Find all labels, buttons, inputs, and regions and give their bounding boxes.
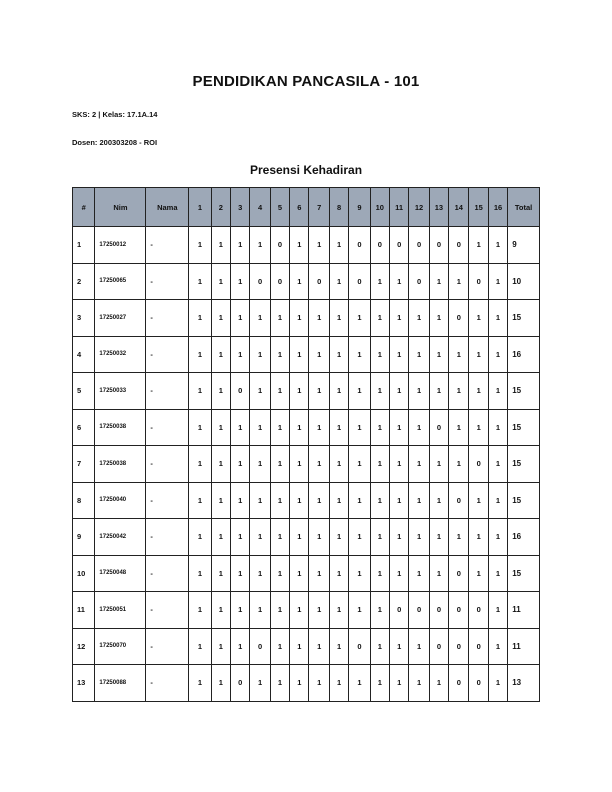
- attendance-cell: 1: [389, 519, 408, 556]
- attendance-cell: 1: [389, 628, 408, 665]
- attendance-cell: 1: [370, 519, 389, 556]
- attendance-cell: 1: [488, 409, 507, 446]
- attendance-cell: 1: [329, 482, 348, 519]
- row-number-cell: 13: [73, 665, 95, 702]
- attendance-cell: 1: [370, 409, 389, 446]
- attendance-cell: 1: [349, 592, 370, 629]
- attendance-cell: 1: [329, 665, 348, 702]
- attendance-cell: 1: [469, 519, 488, 556]
- attendance-cell: 0: [449, 482, 469, 519]
- attendance-cell: 1: [309, 446, 329, 483]
- attendance-cell: 0: [449, 300, 469, 337]
- attendance-cell: 1: [429, 446, 448, 483]
- attendance-cell: 1: [309, 482, 329, 519]
- attendance-cell: 1: [189, 409, 211, 446]
- attendance-cell: 1: [230, 592, 249, 629]
- attendance-cell: 0: [250, 263, 270, 300]
- attendance-cell: 1: [189, 482, 211, 519]
- attendance-cell: 1: [429, 263, 448, 300]
- attendance-cell: 1: [329, 592, 348, 629]
- attendance-cell: 1: [329, 555, 348, 592]
- attendance-cell: 1: [409, 482, 429, 519]
- attendance-cell: 1: [290, 519, 309, 556]
- total-cell: 15: [508, 446, 540, 483]
- attendance-cell: 0: [389, 227, 408, 264]
- attendance-cell: 1: [230, 628, 249, 665]
- attendance-cell: 1: [189, 592, 211, 629]
- attendance-cell: 1: [250, 592, 270, 629]
- attendance-cell: 1: [189, 373, 211, 410]
- total-cell: 11: [508, 628, 540, 665]
- attendance-cell: 1: [488, 373, 507, 410]
- attendance-cell: 0: [469, 592, 488, 629]
- name-cell: -: [146, 300, 189, 337]
- attendance-cell: 1: [270, 446, 289, 483]
- attendance-cell: 1: [469, 336, 488, 373]
- table-row: [73, 592, 540, 629]
- total-cell: 16: [508, 519, 540, 556]
- attendance-cell: 0: [429, 592, 448, 629]
- attendance-cell: 1: [449, 409, 469, 446]
- column-header: 16: [488, 188, 507, 227]
- attendance-cell: 1: [211, 373, 230, 410]
- attendance-cell: 1: [250, 373, 270, 410]
- attendance-cell: 0: [469, 446, 488, 483]
- attendance-cell: 1: [349, 409, 370, 446]
- attendance-cell: 0: [429, 227, 448, 264]
- attendance-cell: 1: [270, 592, 289, 629]
- attendance-cell: 0: [270, 227, 289, 264]
- attendance-cell: 1: [488, 519, 507, 556]
- attendance-cell: 1: [250, 555, 270, 592]
- column-header: 11: [389, 188, 408, 227]
- attendance-cell: 1: [429, 373, 448, 410]
- attendance-cell: 1: [290, 555, 309, 592]
- column-header: 3: [230, 188, 249, 227]
- nim-cell: 17250032: [95, 336, 146, 373]
- attendance-cell: 1: [370, 555, 389, 592]
- name-cell: -: [146, 628, 189, 665]
- attendance-cell: 1: [290, 665, 309, 702]
- attendance-cell: 1: [488, 446, 507, 483]
- attendance-cell: 1: [389, 555, 408, 592]
- attendance-cell: 1: [250, 300, 270, 337]
- attendance-cell: 1: [189, 300, 211, 337]
- attendance-cell: 1: [409, 300, 429, 337]
- attendance-cell: 1: [449, 263, 469, 300]
- attendance-cell: 1: [488, 665, 507, 702]
- total-cell: 15: [508, 373, 540, 410]
- attendance-cell: 1: [469, 555, 488, 592]
- table-row: [73, 336, 540, 373]
- name-cell: -: [146, 373, 189, 410]
- attendance-cell: 1: [389, 263, 408, 300]
- nim-cell: 17250012: [95, 227, 146, 264]
- attendance-cell: 1: [309, 665, 329, 702]
- total-cell: 9: [508, 227, 540, 264]
- attendance-cell: 1: [250, 519, 270, 556]
- attendance-cell: 0: [449, 227, 469, 264]
- attendance-cell: 1: [211, 446, 230, 483]
- attendance-cell: 1: [309, 227, 329, 264]
- row-number-cell: 4: [73, 336, 95, 373]
- attendance-cell: 1: [250, 409, 270, 446]
- attendance-cell: 1: [349, 665, 370, 702]
- attendance-cell: 1: [270, 665, 289, 702]
- nim-cell: 17250042: [95, 519, 146, 556]
- attendance-cell: 1: [211, 555, 230, 592]
- column-header: 7: [309, 188, 329, 227]
- attendance-cell: 1: [189, 555, 211, 592]
- attendance-cell: 0: [349, 263, 370, 300]
- column-header: Nama: [146, 188, 189, 227]
- column-header: Nim: [95, 188, 146, 227]
- name-cell: -: [146, 227, 189, 264]
- attendance-cell: 1: [309, 628, 329, 665]
- nim-cell: 17250038: [95, 446, 146, 483]
- attendance-cell: 0: [409, 263, 429, 300]
- attendance-cell: 1: [469, 227, 488, 264]
- attendance-cell: 0: [469, 628, 488, 665]
- attendance-cell: 1: [349, 519, 370, 556]
- attendance-cell: 1: [270, 409, 289, 446]
- attendance-cell: 0: [230, 373, 249, 410]
- total-cell: 13: [508, 665, 540, 702]
- attendance-cell: 1: [488, 336, 507, 373]
- attendance-cell: 1: [389, 336, 408, 373]
- attendance-cell: 1: [488, 227, 507, 264]
- attendance-cell: 1: [329, 336, 348, 373]
- name-cell: -: [146, 336, 189, 373]
- attendance-cell: 1: [409, 409, 429, 446]
- attendance-cell: 0: [389, 592, 408, 629]
- attendance-cell: 1: [370, 300, 389, 337]
- row-number-cell: 6: [73, 409, 95, 446]
- attendance-cell: 1: [309, 519, 329, 556]
- table-row: [73, 482, 540, 519]
- attendance-cell: 1: [250, 482, 270, 519]
- attendance-cell: 1: [349, 555, 370, 592]
- attendance-cell: 1: [230, 336, 249, 373]
- attendance-cell: 1: [189, 446, 211, 483]
- table-row: [73, 446, 540, 483]
- attendance-cell: 1: [270, 336, 289, 373]
- document-title: PENDIDIKAN PANCASILA - 101: [192, 73, 420, 90]
- total-cell: 15: [508, 300, 540, 337]
- attendance-cell: 1: [370, 263, 389, 300]
- attendance-cell: 1: [290, 482, 309, 519]
- attendance-cell: 1: [211, 482, 230, 519]
- nim-cell: 17250048: [95, 555, 146, 592]
- table-row: [73, 263, 540, 300]
- attendance-cell: 1: [389, 409, 408, 446]
- name-cell: -: [146, 482, 189, 519]
- attendance-cell: 1: [488, 628, 507, 665]
- attendance-cell: 1: [230, 482, 249, 519]
- total-cell: 15: [508, 482, 540, 519]
- attendance-cell: 0: [469, 263, 488, 300]
- attendance-cell: 1: [370, 336, 389, 373]
- attendance-cell: 1: [370, 665, 389, 702]
- attendance-cell: 1: [309, 336, 329, 373]
- attendance-cell: 1: [469, 300, 488, 337]
- attendance-cell: 0: [449, 665, 469, 702]
- attendance-cell: 1: [329, 628, 348, 665]
- attendance-cell: 1: [230, 263, 249, 300]
- attendance-cell: 1: [270, 519, 289, 556]
- nim-cell: 17250065: [95, 263, 146, 300]
- attendance-cell: 1: [290, 628, 309, 665]
- attendance-cell: 1: [211, 336, 230, 373]
- attendance-cell: 1: [230, 519, 249, 556]
- row-number-cell: 5: [73, 373, 95, 410]
- nim-cell: 17250088: [95, 665, 146, 702]
- attendance-cell: 1: [409, 555, 429, 592]
- attendance-cell: 1: [449, 373, 469, 410]
- attendance-cell: 1: [211, 300, 230, 337]
- name-cell: -: [146, 592, 189, 629]
- attendance-cell: 1: [429, 300, 448, 337]
- attendance-cell: 1: [211, 628, 230, 665]
- nim-cell: 17250051: [95, 592, 146, 629]
- table-row: [73, 665, 540, 702]
- total-cell: 16: [508, 336, 540, 373]
- attendance-cell: 1: [329, 227, 348, 264]
- attendance-cell: 1: [389, 482, 408, 519]
- attendance-cell: 1: [189, 263, 211, 300]
- nim-cell: 17250038: [95, 409, 146, 446]
- row-number-cell: 12: [73, 628, 95, 665]
- name-cell: -: [146, 555, 189, 592]
- attendance-cell: 0: [230, 665, 249, 702]
- attendance-cell: 1: [329, 446, 348, 483]
- attendance-cell: 1: [309, 300, 329, 337]
- attendance-cell: 1: [189, 227, 211, 264]
- attendance-cell: 1: [389, 446, 408, 483]
- total-cell: 15: [508, 555, 540, 592]
- attendance-cell: 1: [349, 300, 370, 337]
- row-number-cell: 8: [73, 482, 95, 519]
- attendance-cell: 1: [349, 373, 370, 410]
- total-cell: 10: [508, 263, 540, 300]
- attendance-cell: 1: [488, 592, 507, 629]
- attendance-cell: 1: [309, 409, 329, 446]
- attendance-cell: 0: [429, 409, 448, 446]
- attendance-cell: 1: [449, 446, 469, 483]
- attendance-cell: 1: [329, 300, 348, 337]
- attendance-cell: 0: [449, 592, 469, 629]
- attendance-cell: 0: [409, 592, 429, 629]
- attendance-cell: 1: [488, 482, 507, 519]
- attendance-cell: 1: [211, 592, 230, 629]
- attendance-cell: 1: [429, 482, 448, 519]
- attendance-cell: 1: [270, 373, 289, 410]
- attendance-cell: 0: [429, 628, 448, 665]
- attendance-cell: 1: [349, 336, 370, 373]
- sks-class-line: SKS: 2 | Kelas: 17.1A.14: [72, 110, 158, 119]
- attendance-cell: 1: [270, 300, 289, 337]
- attendance-cell: 1: [370, 482, 389, 519]
- attendance-cell: 1: [230, 446, 249, 483]
- attendance-cell: 1: [211, 263, 230, 300]
- attendance-cell: 1: [329, 263, 348, 300]
- table-row: [73, 227, 540, 264]
- column-header: 2: [211, 188, 230, 227]
- nim-cell: 17250040: [95, 482, 146, 519]
- table-header-row: [73, 188, 540, 227]
- attendance-cell: 1: [270, 628, 289, 665]
- attendance-cell: 1: [389, 373, 408, 410]
- table-row: [73, 300, 540, 337]
- column-header: 8: [329, 188, 348, 227]
- attendance-cell: 1: [250, 665, 270, 702]
- attendance-cell: 1: [309, 592, 329, 629]
- column-header: #: [73, 188, 95, 227]
- nim-cell: 17250027: [95, 300, 146, 337]
- name-cell: -: [146, 263, 189, 300]
- attendance-cell: 1: [189, 665, 211, 702]
- column-header: 12: [409, 188, 429, 227]
- table-row: [73, 555, 540, 592]
- name-cell: -: [146, 446, 189, 483]
- attendance-cell: 1: [290, 300, 309, 337]
- column-header: Total: [508, 188, 540, 227]
- row-number-cell: 7: [73, 446, 95, 483]
- section-title: Presensi Kehadiran: [249, 163, 363, 177]
- attendance-cell: 1: [290, 446, 309, 483]
- attendance-cell: 1: [409, 336, 429, 373]
- attendance-cell: 1: [230, 300, 249, 337]
- attendance-cell: 1: [409, 628, 429, 665]
- attendance-cell: 1: [211, 519, 230, 556]
- attendance-cell: 1: [488, 300, 507, 337]
- attendance-cell: 1: [409, 373, 429, 410]
- name-cell: -: [146, 665, 189, 702]
- row-number-cell: 10: [73, 555, 95, 592]
- attendance-cell: 0: [469, 665, 488, 702]
- attendance-cell: 1: [409, 446, 429, 483]
- attendance-cell: 0: [309, 263, 329, 300]
- attendance-cell: 1: [329, 409, 348, 446]
- attendance-cell: 1: [469, 373, 488, 410]
- nim-cell: 17250033: [95, 373, 146, 410]
- attendance-cell: 1: [270, 555, 289, 592]
- attendance-cell: 1: [290, 336, 309, 373]
- table-row: [73, 373, 540, 410]
- attendance-cell: 1: [309, 555, 329, 592]
- nim-cell: 17250070: [95, 628, 146, 665]
- attendance-cell: 1: [329, 373, 348, 410]
- attendance-cell: 1: [429, 555, 448, 592]
- attendance-cell: 1: [290, 409, 309, 446]
- attendance-cell: 1: [370, 628, 389, 665]
- table-row: [73, 519, 540, 556]
- row-number-cell: 11: [73, 592, 95, 629]
- table-row: [73, 409, 540, 446]
- column-header: 10: [370, 188, 389, 227]
- attendance-cell: 1: [449, 519, 469, 556]
- column-header: 6: [290, 188, 309, 227]
- table-row: [73, 628, 540, 665]
- row-number-cell: 1: [73, 227, 95, 264]
- total-cell: 15: [508, 409, 540, 446]
- attendance-cell: 0: [270, 263, 289, 300]
- attendance-cell: 1: [349, 482, 370, 519]
- attendance-cell: 1: [370, 592, 389, 629]
- attendance-cell: 1: [469, 482, 488, 519]
- attendance-cell: 1: [270, 482, 289, 519]
- attendance-cell: 1: [230, 227, 249, 264]
- column-header: 14: [449, 188, 469, 227]
- column-header: 9: [349, 188, 370, 227]
- total-cell: 11: [508, 592, 540, 629]
- attendance-cell: 1: [449, 336, 469, 373]
- attendance-cell: 1: [230, 555, 249, 592]
- lecturer-line: Dosen: 200303208 - ROI: [72, 138, 158, 147]
- attendance-cell: 1: [290, 592, 309, 629]
- attendance-cell: 1: [211, 665, 230, 702]
- attendance-cell: 0: [349, 227, 370, 264]
- attendance-cell: 1: [469, 409, 488, 446]
- column-header: 4: [250, 188, 270, 227]
- attendance-cell: 0: [449, 555, 469, 592]
- attendance-cell: 0: [349, 628, 370, 665]
- row-number-cell: 3: [73, 300, 95, 337]
- attendance-cell: 1: [250, 336, 270, 373]
- attendance-cell: 1: [370, 446, 389, 483]
- attendance-cell: 1: [389, 665, 408, 702]
- attendance-cell: 1: [488, 555, 507, 592]
- name-cell: -: [146, 519, 189, 556]
- row-number-cell: 9: [73, 519, 95, 556]
- attendance-cell: 1: [488, 263, 507, 300]
- attendance-cell: 0: [449, 628, 469, 665]
- row-number-cell: 2: [73, 263, 95, 300]
- attendance-cell: 1: [429, 665, 448, 702]
- column-header: 15: [469, 188, 488, 227]
- attendance-cell: 1: [389, 300, 408, 337]
- column-header: 5: [270, 188, 289, 227]
- attendance-cell: 1: [230, 409, 249, 446]
- attendance-cell: 1: [429, 336, 448, 373]
- attendance-cell: 1: [349, 446, 370, 483]
- attendance-cell: 0: [409, 227, 429, 264]
- attendance-cell: 1: [290, 373, 309, 410]
- attendance-cell: 1: [329, 519, 348, 556]
- attendance-cell: 1: [211, 227, 230, 264]
- attendance-cell: 1: [250, 227, 270, 264]
- attendance-cell: 1: [211, 409, 230, 446]
- attendance-cell: 1: [189, 519, 211, 556]
- attendance-table: [72, 187, 540, 702]
- column-header: 1: [189, 188, 211, 227]
- attendance-cell: 1: [189, 628, 211, 665]
- name-cell: -: [146, 409, 189, 446]
- attendance-cell: 1: [189, 336, 211, 373]
- attendance-cell: 1: [409, 665, 429, 702]
- attendance-cell: 1: [250, 446, 270, 483]
- attendance-cell: 1: [409, 519, 429, 556]
- attendance-cell: 1: [429, 519, 448, 556]
- attendance-cell: 1: [290, 263, 309, 300]
- attendance-cell: 0: [250, 628, 270, 665]
- attendance-cell: 1: [309, 373, 329, 410]
- column-header: 13: [429, 188, 448, 227]
- attendance-cell: 1: [290, 227, 309, 264]
- attendance-cell: 0: [370, 227, 389, 264]
- attendance-cell: 1: [370, 373, 389, 410]
